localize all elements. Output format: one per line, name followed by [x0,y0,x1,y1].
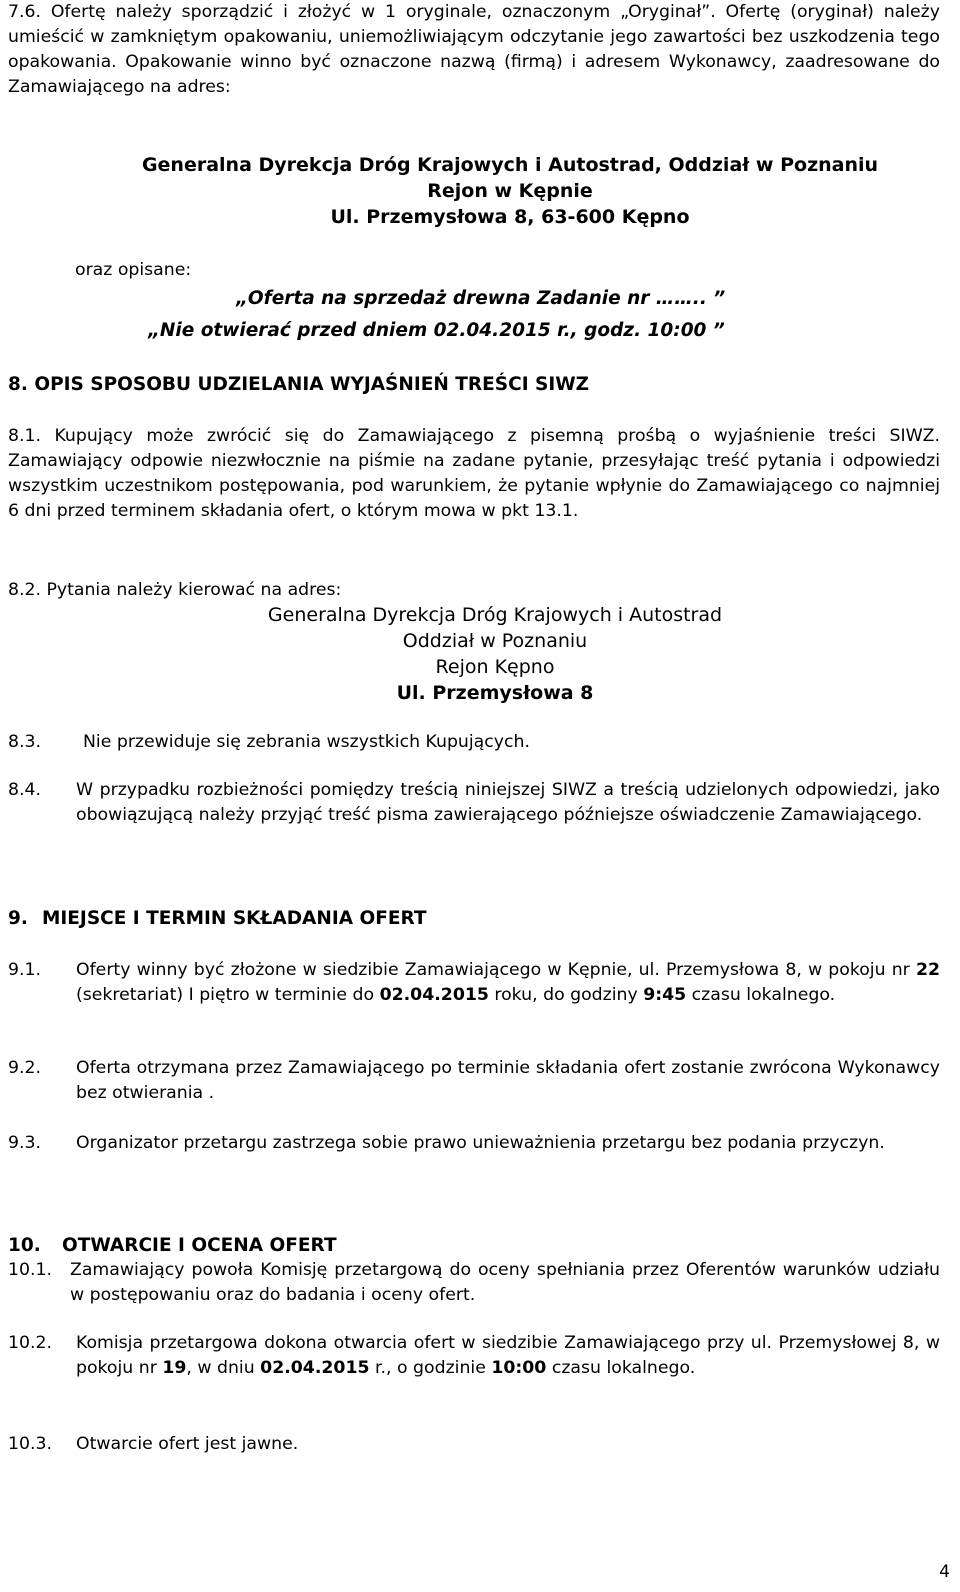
described-as-label: oraz opisane: [75,260,192,280]
paragraph-10-1: Zamawiający powoła Komisję przetargową do oceny spełniania przez Oferentów warunków udziału w postępowaniu oraz do badania i oceny ofert. [70,1260,940,1305]
address-line: Oddział w Poznaniu [402,630,588,652]
paragraph-9-1: Oferty winny być złożone w siedzibie Zamawiającego w Kępnie, ul. Przemysłowa 8, w pokoju nr 22 (sekretariat) I piętro w terminie do 02.04.2015 roku, do godziny 9:45 czasu lokalnego. [76,960,940,1005]
address-line: Generalna Dyrekcja Dróg Krajowych i Autostrad, Oddział w Poznaniu [141,154,879,176]
paragraph-number: 9.3. [8,1133,41,1153]
paragraph-10-2: Komisja przetargowa dokona otwarcia ofert w siedzibie Zamawiającego przy ul. Przemysłowej 8, w pokoju nr 19, w dniu 02.04.2015 r., o godzinie 10:00 czasu lokalnego. [76,1333,940,1378]
paragraph-8-3: Nie przewiduje się zebrania wszystkich Kupujących. [83,732,530,752]
paragraph-number: 10.2. [8,1333,52,1353]
section-8-heading: 8. OPIS SPOSOBU UDZIELANIA WYJAŚNIEŃ TREŚCI SIWZ [8,374,590,395]
opening-time: 10:00 [491,1358,547,1378]
room-number: 22 [915,960,940,980]
envelope-label-line-1: „Oferta na sprzedaż drewna Zadanie nr …….. ” [236,288,726,309]
address-line: Ul. Przemysłowa 8 [396,682,594,704]
section-9-heading: MIEJSCE I TERMIN SKŁADANIA OFERT [42,908,427,929]
section-9-number: 9. [8,908,28,929]
address-line: Rejon w Kępnie [427,180,593,202]
questions-address-block [60,602,930,706]
deadline-date: 02.04.2015 [379,985,489,1005]
address-line: Generalna Dyrekcja Dróg Krajowych i Autostrad [267,604,723,626]
paragraph-number: 8.4. [8,780,41,800]
paragraph-9-2: Oferta otrzymana przez Zamawiającego po terminie składania ofert zostanie zwrócona Wykonawcy bez otwierania . [76,1058,940,1103]
paragraph-number: 10.1. [8,1260,52,1280]
deadline-time: 9:45 [643,985,687,1005]
paragraph-9-3: Organizator przetargu zastrzega sobie prawo unieważnienia przetargu bez podania przyczyn. [76,1133,885,1153]
envelope-label-line-2: „Nie otwierać przed dniem 02.04.2015 r., godz. 10:00 ” [148,320,725,341]
paragraph-7-6: 7.6. Ofertę należy sporządzić i złożyć w 1 oryginale, oznaczonym „Oryginał”. Ofertę (oryginał) należy umieścić w zamkniętym opakowaniu, uniemożliwiającym odczytanie jego zawartości bez uszkodzenia tego opakowania. Opakowanie winno być oznaczone nazwą (firmą) i adresem Wykonawcy, zaadresowane do Zamawiającego na adres: [8,2,940,97]
room-number: 19 [162,1358,187,1378]
paragraph-8-1: 8.1. Kupujący może zwrócić się do Zamawiającego z pisemną prośbą o wyjaśnienie treści SIWZ. Zamawiający odpowie niezwłocznie na piśmie na zadane pytanie, przesyłając treść pytania i odpowiedzi wszystkim uczestnikom postępowania, pod warunkiem, że pytanie wpłynie do Zamawiającego co najmniej 6 dni przed terminem składania ofert, o którym mowa w pkt 13.1. [8,426,940,521]
paragraph-8-2-lead: 8.2. Pytania należy kierować na adres: [8,580,342,600]
paragraph-number: 9.2. [8,1058,41,1078]
address-line: Rejon Kępno [435,656,555,678]
paragraph-number: 10.3. [8,1434,52,1454]
section-10-heading: OTWARCIE I OCENA OFERT [62,1235,337,1256]
paragraph-8-4: W przypadku rozbieżności pomiędzy treścią niniejszej SIWZ a treścią udzielonych odpowiedzi, jako obowiązującą należy przyjąć treść pisma zawierającego późniejsze oświadczenie Zamawiającego. [76,780,940,825]
page-number: 4 [939,1562,950,1582]
paragraph-10-3: Otwarcie ofert jest jawne. [76,1434,299,1454]
paragraph-number: 8.3. [8,732,41,752]
address-line: Ul. Przemysłowa 8, 63-600 Kępno [330,206,690,228]
address-block [80,152,940,230]
opening-date: 02.04.2015 [260,1358,370,1378]
section-10-number: 10. [8,1235,41,1256]
paragraph-number: 9.1. [8,960,41,980]
